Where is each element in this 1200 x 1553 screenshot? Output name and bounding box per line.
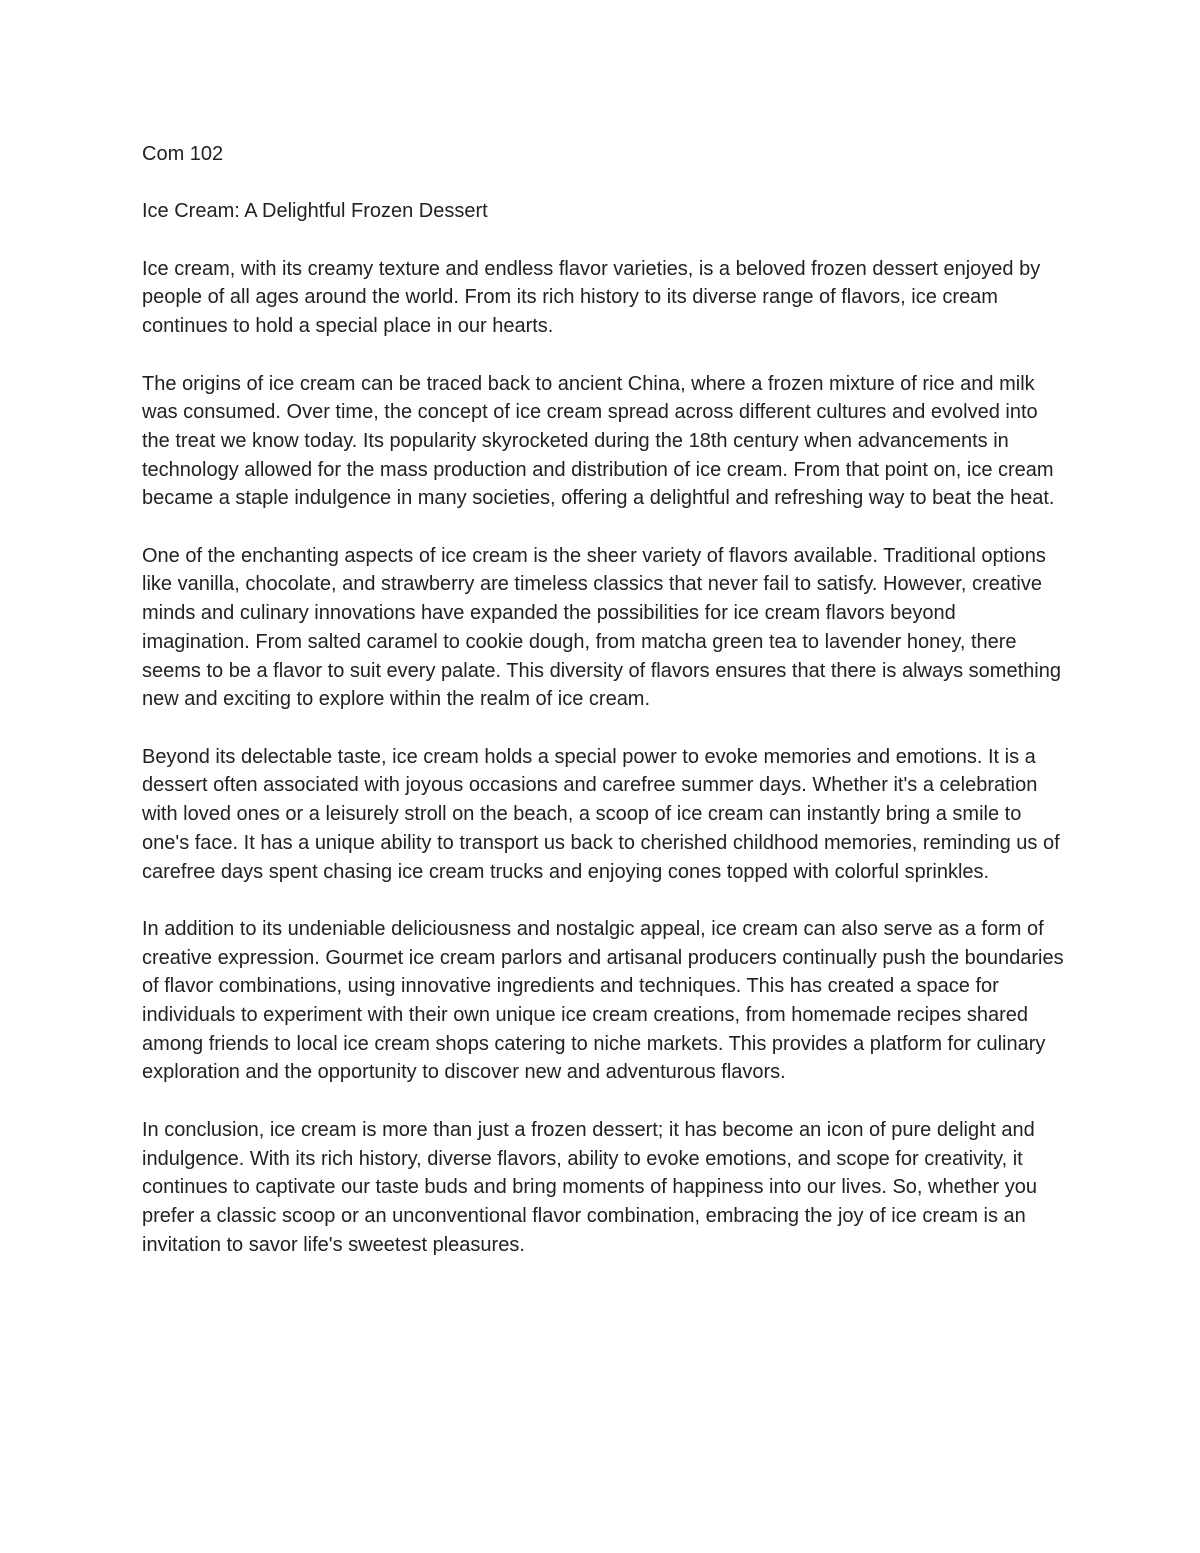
document-title: Ice Cream: A Delightful Frozen Dessert: [142, 200, 488, 223]
paragraph-flavors: One of the enchanting aspects of ice cream is the sheer variety of flavors available. Traditional options like vanilla, chocolate, and strawberry are timeless classics that never fail to satisfy. However, creative minds and culinary innovations have expanded the possibilities for ice cream flavors beyond imagination. From salted caramel to cookie dough, from matcha green tea to lavender honey, there seems to be a flavor to suit every palate. This diversity of flavors ensures that there is always something new and exciting to explore within the realm of ice cream.: [142, 544, 1061, 711]
paragraph-origins: The origins of ice cream can be traced back to ancient China, where a frozen mixture of rice and milk was consumed. Over time, the concept of ice cream spread across different cultures and evolved into the treat we know today. Its popularity skyrocketed during the 18th century when advancements in technology allowed for the mass production and distribution of ice cream. From that point on, ice cream became a staple indulgence in many societies, offering a delightful and refreshing way to beat the heat.: [142, 372, 1055, 510]
paragraph-memories: Beyond its delectable taste, ice cream holds a special power to evoke memories and emotions. It is a dessert often associated with joyous occasions and carefree summer days. Whether it's a celebration with loved ones or a leisurely stroll on the beach, a scoop of ice cream can instantly bring a smile to one's face. It has a unique ability to transport us back to cherished childhood memories, reminding us of carefree days spent chasing ice cream trucks and enjoying cones topped with colorful sprinkles.: [142, 745, 1060, 883]
paragraph-intro: Ice cream, with its creamy texture and endless flavor varieties, is a beloved frozen dessert enjoyed by people of all ages around the world. From its rich history to its diverse range of flavors, ice cream continues to hold a special place in our hearts.: [142, 257, 1041, 338]
course-label: Com 102: [142, 143, 224, 165]
paragraph-creativity: In addition to its undeniable deliciousness and nostalgic appeal, ice cream can also serve as a form of creative expression. Gourmet ice cream parlors and artisanal producers continually push the boundaries of flavor combinations, using innovative ingredients and techniques. This has created a space for individuals to experiment with their own unique ice cream creations, from homemade recipes shared among friends to local ice cream shops catering to niche markets. This provides a platform for culinary exploration and the opportunity to discover new and adventurous flavors.: [142, 917, 1064, 1084]
paragraph-conclusion: In conclusion, ice cream is more than just a frozen dessert; it has become an icon of pure delight and indulgence. With its rich history, diverse flavors, ability to evoke emotions, and scope for creativity, it continues to captivate our taste buds and bring moments of happiness into our lives. So, whether you prefer a classic scoop or an unconventional flavor combination, embracing the joy of ice cream is an invitation to savor life's sweetest pleasures.: [142, 1118, 1037, 1256]
document-body: [142, 140, 1067, 1288]
